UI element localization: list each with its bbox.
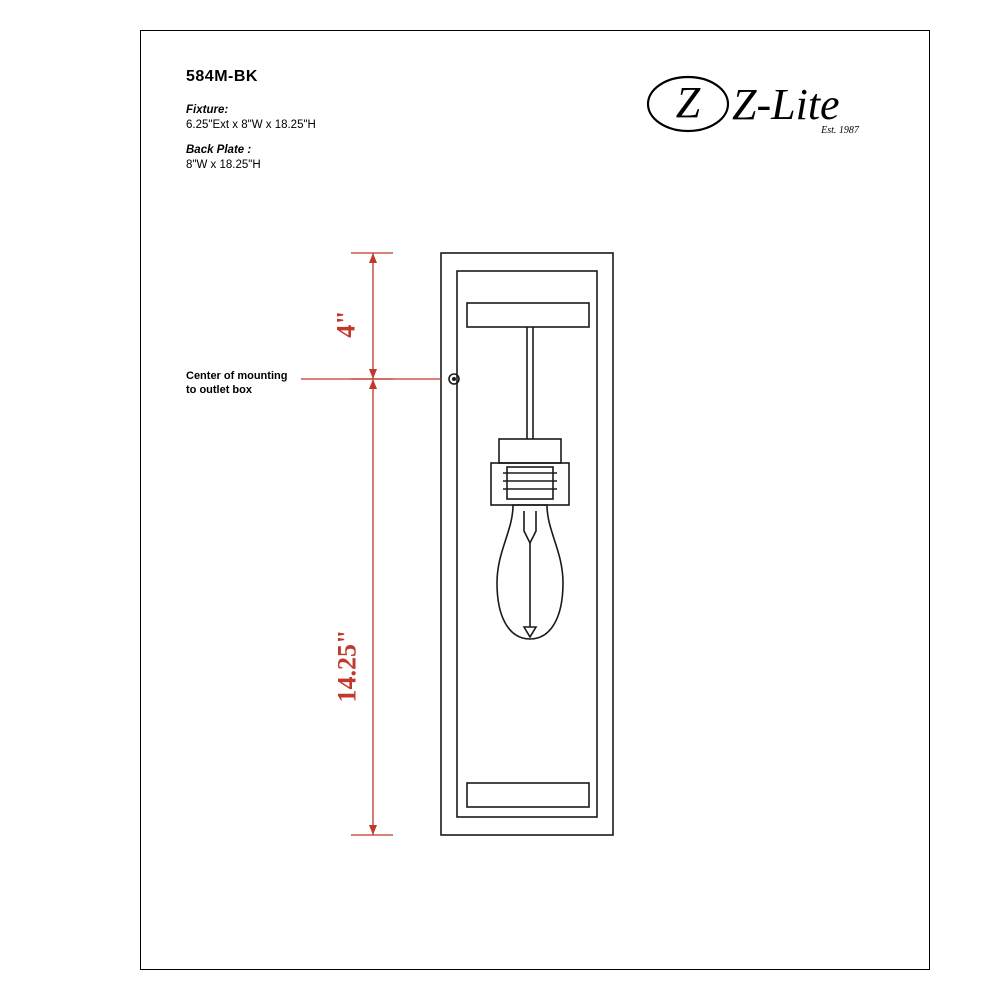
socket-collar [507,467,553,499]
mounting-callout [186,369,336,397]
arrow-bottom-up [369,825,377,835]
bulb-filament [524,511,536,543]
socket-top-plate [499,439,561,463]
bulb-envelope [497,505,563,639]
arrow-middle-down [369,379,377,389]
backplate-spec-label: Back Plate : [186,144,252,156]
logo-established: Est. 1987 [821,125,859,136]
fixture-top-cap [467,303,589,327]
mounting-center-marker-inner [452,377,456,381]
mounting-callout-line1: Center of mounting [186,370,288,382]
fixture-spec-value: 6.25"Ext x 8"W x 18.25"H [186,119,316,131]
fixture-spec [186,103,316,133]
spec-sheet [140,30,930,970]
page-title: 584M-BK [186,68,258,85]
dimension-label-top: 4" [331,310,361,338]
fixture-spec-label: Fixture: [186,104,229,116]
backplate-spec [186,143,261,173]
logo-monogram: Z [675,78,701,127]
logo-wordmark: Z-Lite [732,80,840,129]
brand-logo [644,71,884,143]
mounting-center-marker-outer [449,374,459,384]
socket-housing [491,463,569,505]
fixture-inner-frame [457,271,597,817]
fixture-outer-frame [441,253,613,835]
mounting-callout-line2: to outlet box [186,384,252,396]
arrow-top-down [369,253,377,263]
logo-graphic [644,71,884,143]
arrow-middle-up [369,369,377,379]
dimension-label-bottom: 14.25" [332,629,362,703]
bulb-tip [524,627,536,637]
backplate-spec-value: 8"W x 18.25"H [186,159,261,171]
fixture-bottom-cap [467,783,589,807]
